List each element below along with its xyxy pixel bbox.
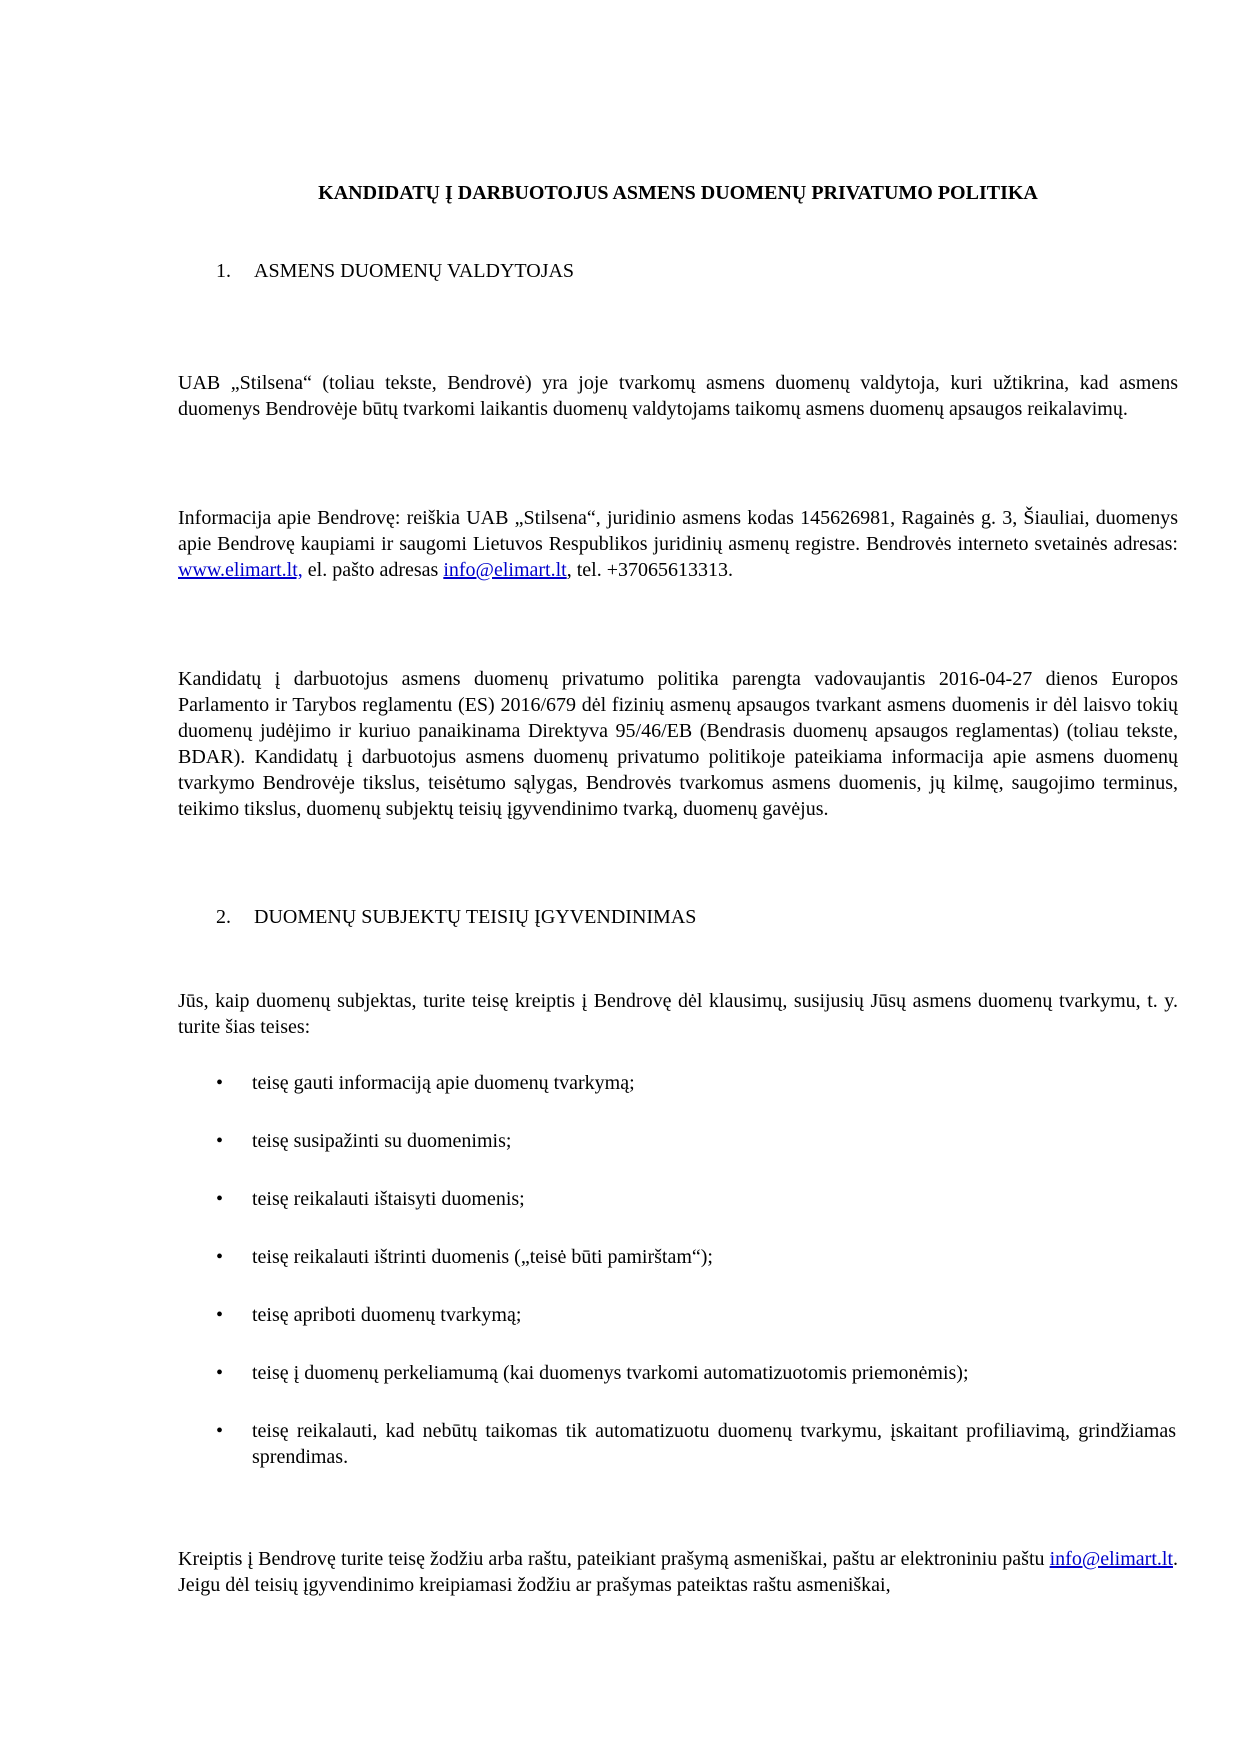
policy-basis-paragraph: Kandidatų į darbuotojus asmens duomenų privatumo politika parengta vadovaujantis 2016-04-27 dienos Europos Parlamento ir Tarybos reglamentu (ES) 2016/679 dėl fizinių asmenų apsaugos tvarkant asmens duomenis ir dėl laisvo tokių duomenų judėjimo ir kuriuo panaikinama Direktyva 95/46/EB (Bendrasis duomenų apsaugos reglamentas) (toliau tekste, BDAR). Kandidatų į darbuotojus asmens duomenų privatumo politikoje pateikiama informacija apie asmens duomenų tvarkymo Bendrovėje tikslus, teisėtumo sąlygas, Bendrovės tvarkomus asmens duomenis, jų kilmę, saugojimo terminus, teikimo tikslus, duomenų subjektų teisių įgyvendinimo tvarką, duomenų gavėjus. xyxy=(178,668,1178,820)
bullet-icon: • xyxy=(216,1304,224,1326)
list-item xyxy=(216,1070,1176,1096)
contact-text: Kreiptis į Bendrovę turite teisę žodžiu arba raštu, pateikiant prašymą asmeniškai, paštu ar elektroniniu paštu xyxy=(178,1548,1050,1570)
bullet-icon: • xyxy=(216,1362,224,1384)
contact-email-link[interactable]: info@elimart.lt xyxy=(1049,1548,1173,1570)
right-text: teisę apriboti duomenų tvarkymą; xyxy=(252,1304,522,1326)
bullet-icon: • xyxy=(216,1188,224,1210)
right-text: teisę gauti informaciją apie duomenų tvarkymą; xyxy=(252,1072,635,1094)
list-item xyxy=(216,1360,1176,1386)
company-info-text: Informacija apie Bendrovę: reiškia UAB „Stilsena“, juridinio asmens kodas 145626981, Ragainės g. 3, Šiauliai, duomenys apie Bendrovę kaupiami ir saugomi Lietuvos Respublikos juridinių asmenų registre. Bendrovės interneto svetainės adresas: xyxy=(178,507,1178,555)
rights-intro-paragraph: Jūs, kaip duomenų subjektas, turite teisę kreiptis į Bendrovę dėl klausimų, susijusių Jūsų asmens duomenų tvarkymu, t. y. turite šias teises: xyxy=(178,990,1178,1038)
company-info-phone: , tel. +37065613313. xyxy=(566,559,733,581)
section-2-title: DUOMENŲ SUBJEKTŲ TEISIŲ ĮGYVENDINIMAS xyxy=(254,906,697,928)
bullet-icon: • xyxy=(216,1130,224,1152)
website-link[interactable]: www.elimart.lt, xyxy=(178,559,303,581)
contact-paragraph xyxy=(178,1546,1178,1598)
right-text: teisę reikalauti, kad nebūtų taikomas tik automatizuotu duomenų tvarkymu, įskaitant profiliavimą, grindžiamas sprendimas. xyxy=(252,1420,1176,1468)
bullet-icon: • xyxy=(216,1420,224,1442)
company-info-paragraph xyxy=(178,505,1178,583)
section-1-heading xyxy=(216,258,1116,284)
right-text: teisę reikalauti ištrinti duomenis („teisė būti pamirštam“); xyxy=(252,1246,713,1268)
contact-text-continued: . Jeigu dėl teisių įgyvendinimo kreipiamasi žodžiu ar prašymas pateiktas raštu asmeniškai, xyxy=(178,1548,1178,1596)
right-text: teisę susipažinti su duomenimis; xyxy=(252,1130,512,1152)
right-text: teisę į duomenų perkeliamumą (kai duomenys tvarkomi automatizuotomis priemonėmis); xyxy=(252,1362,969,1384)
document-title: KANDIDATŲ Į DARBUOTOJUS ASMENS DUOMENŲ PRIVATUMO POLITIKA xyxy=(318,182,1038,204)
list-item xyxy=(216,1418,1176,1470)
section-2-heading xyxy=(216,904,1116,930)
bullet-icon: • xyxy=(216,1246,224,1268)
right-text: teisę reikalauti ištaisyti duomenis; xyxy=(252,1188,525,1210)
list-item xyxy=(216,1186,1176,1212)
controller-paragraph: UAB „Stilsena“ (toliau tekste, Bendrovė) yra joje tvarkomų asmens duomenų valdytoja, kuri užtikrina, kad asmens duomenys Bendrovėje būtų tvarkomi laikantis duomenų valdytojams taikomų asmens duomenų apsaugos reikalavimų. xyxy=(178,372,1178,420)
list-item xyxy=(216,1302,1176,1328)
section-1-title: ASMENS DUOMENŲ VALDYTOJAS xyxy=(254,260,575,282)
list-item xyxy=(216,1244,1176,1270)
rights-list xyxy=(216,1070,1176,1470)
section-1-number: 1. xyxy=(216,260,231,282)
email-link[interactable]: info@elimart.lt xyxy=(443,559,567,581)
list-item xyxy=(216,1128,1176,1154)
company-info-email-label: el. pašto adresas xyxy=(302,559,444,581)
bullet-icon: • xyxy=(216,1072,224,1094)
section-2-number: 2. xyxy=(216,906,231,928)
